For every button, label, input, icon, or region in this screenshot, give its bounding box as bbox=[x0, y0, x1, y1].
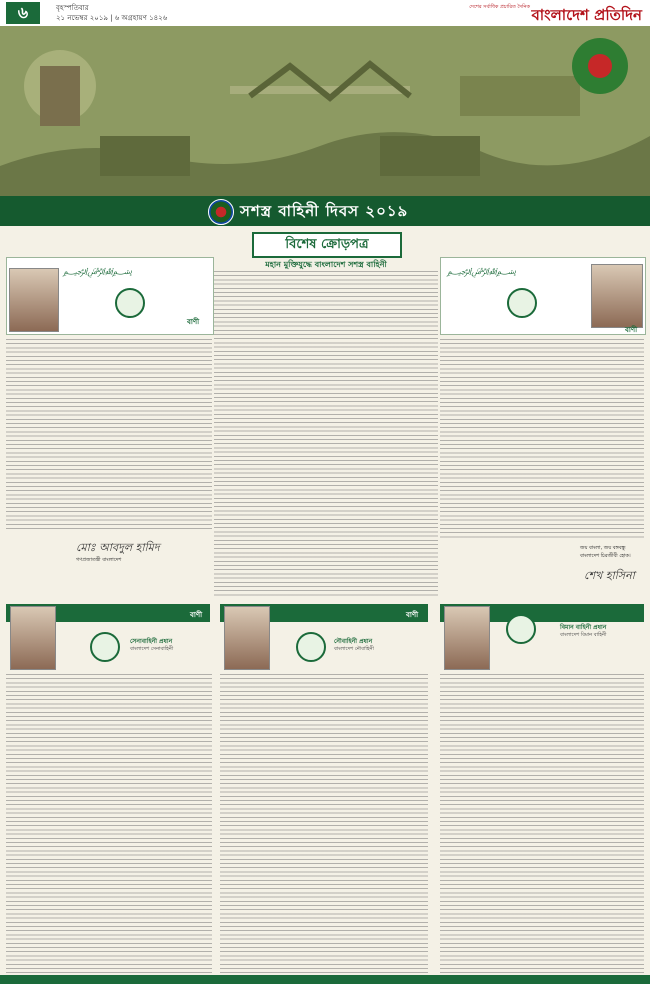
army-chief-subtitle: বাংলাদেশ সেনাবাহিনী bbox=[130, 646, 174, 652]
army-message-text bbox=[6, 674, 212, 974]
navy-chief-photo bbox=[224, 606, 270, 670]
article-body-text bbox=[214, 271, 438, 597]
bani-label: বাণী bbox=[406, 611, 419, 619]
bismillah-calligraphy: ﷽ bbox=[63, 267, 133, 277]
army-seal-icon bbox=[90, 632, 120, 662]
navy-message-text bbox=[220, 674, 428, 974]
footer-strip bbox=[0, 975, 650, 984]
brand-tagline: দেশের সর্বাধিক প্রচারিত দৈনিক bbox=[469, 4, 530, 10]
airforce-chief-photo bbox=[444, 606, 490, 670]
president-message-header bbox=[6, 257, 214, 335]
navy-chief-title: নৌবাহিনী প্রধান bbox=[334, 638, 373, 645]
armed-forces-emblem-icon bbox=[208, 199, 234, 225]
bani-label: বাণী bbox=[187, 318, 200, 326]
page-header bbox=[0, 0, 650, 27]
closing-line-1: জয় বাংলা, জয় বঙ্গবন্ধু bbox=[580, 545, 626, 551]
pm-photo bbox=[591, 264, 643, 328]
army-chief-photo bbox=[10, 606, 56, 670]
pm-message-column bbox=[440, 257, 644, 598]
special-supplement-label: বিশেষ ক্রোড়পত্র bbox=[252, 232, 402, 258]
president-title: গণপ্রজাতন্ত্রী বাংলাদেশ bbox=[76, 557, 122, 563]
bani-label: বাণী bbox=[190, 611, 203, 619]
pm-message-header bbox=[440, 257, 646, 335]
president-signature: মোঃ আবদুল হামিদ bbox=[76, 541, 160, 554]
header-date: ২১ নভেম্বর ২০১৯ | ৬ অগ্রহায়ণ ১৪২৬ bbox=[56, 14, 168, 22]
president-photo bbox=[9, 268, 59, 332]
airforce-chief-title: বিমান বাহিনী প্রধান bbox=[560, 624, 607, 631]
airforce-seal-icon bbox=[506, 614, 536, 644]
navy-seal-icon bbox=[296, 632, 326, 662]
pm-message-text bbox=[440, 339, 644, 539]
article-column bbox=[214, 257, 438, 598]
closing-line-2: বাংলাদেশ চিরজীবী হোক। bbox=[580, 553, 631, 559]
page-number: ৬ bbox=[6, 2, 40, 24]
airforce-chief-subtitle: বাংলাদেশ বিমান বাহিনী bbox=[560, 632, 607, 638]
president-seal-icon bbox=[115, 288, 145, 318]
bismillah-calligraphy: ﷽ bbox=[447, 267, 517, 277]
president-message-text bbox=[6, 339, 212, 529]
pm-signature: শেখ হাসিনা bbox=[584, 569, 635, 582]
bani-label: বাণী bbox=[625, 326, 638, 334]
banner-title: সশস্ত্র বাহিনী দিবস ২০১৯ bbox=[240, 202, 409, 220]
header-day: বৃহস্পতিবার bbox=[56, 4, 89, 12]
brand-logo: বাংলাদেশ প্রতিদিন bbox=[531, 6, 642, 24]
president-message-column bbox=[6, 257, 212, 598]
airforce-message-text bbox=[440, 674, 644, 974]
army-chief-title: সেনাবাহিনী প্রধান bbox=[130, 638, 173, 645]
pm-seal-icon bbox=[507, 288, 537, 318]
article-heading: মহান মুক্তিযুদ্ধে বাংলাদেশ সশস্ত্র বাহিনী bbox=[265, 259, 387, 269]
navy-chief-subtitle: বাংলাদেশ নৌবাহিনী bbox=[334, 646, 374, 652]
